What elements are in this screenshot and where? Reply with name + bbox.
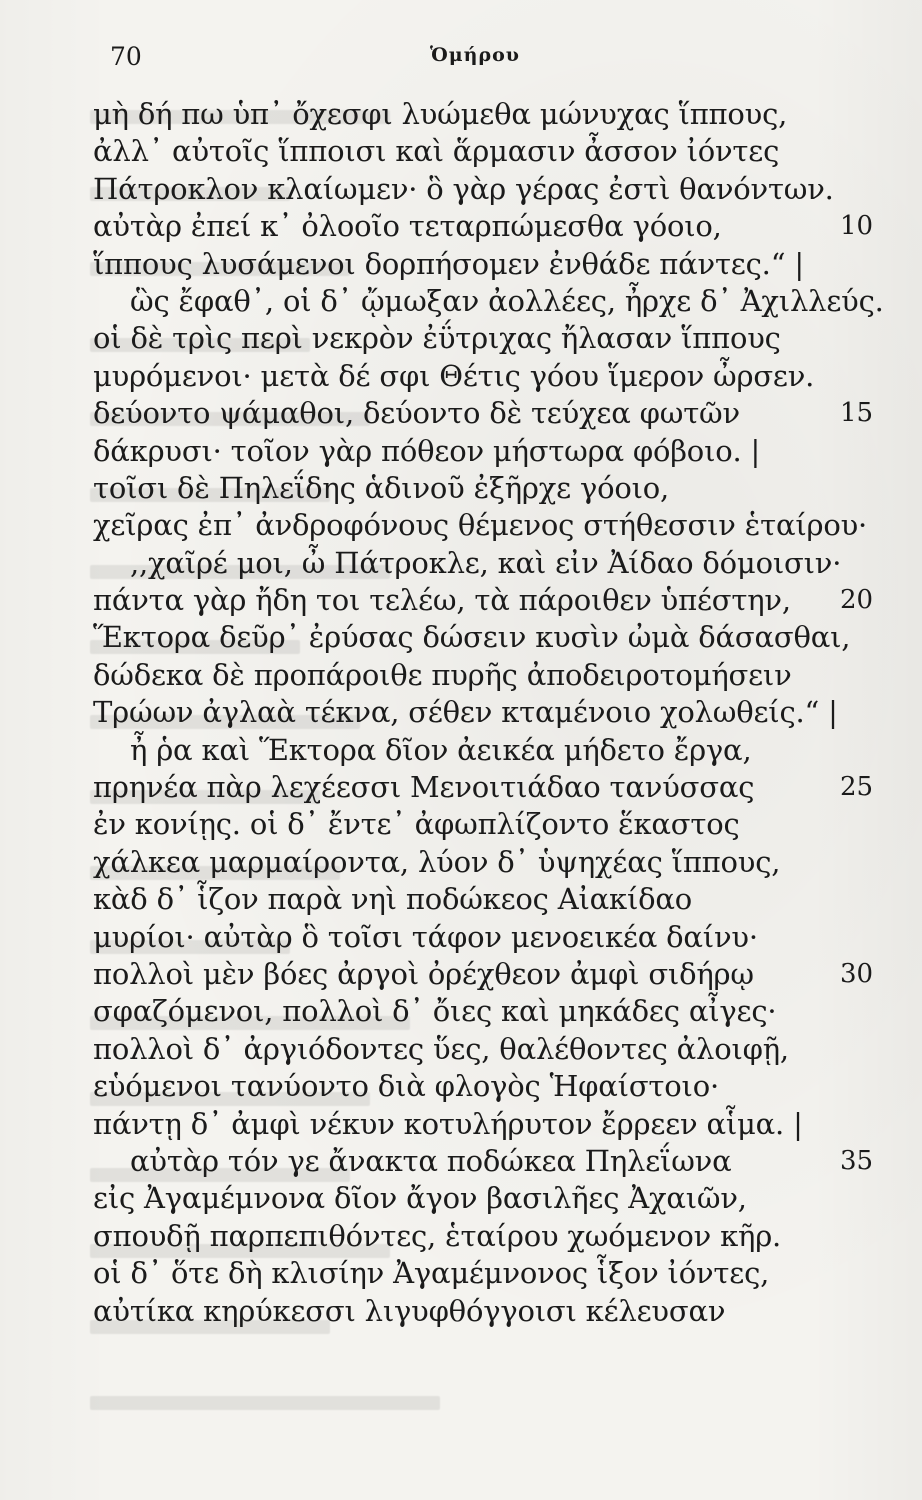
verse-line [0, 283, 922, 320]
verse-line [0, 956, 922, 993]
verse-text: σπουδῇ παρπεπιθόντες, ἑταίρου χωόμενον κῆρ. [93, 1218, 782, 1253]
verse-line [0, 1255, 922, 1292]
verse-line [0, 844, 922, 881]
verse-line [0, 1068, 922, 1105]
verse-text: τοῖσι δὲ Πηλεΐδης ἁδινοῦ ἐξῆρχε γόοιο, [93, 470, 670, 505]
verse-text: δεύοντο ψάμαθοι, δεύοντο δὲ τεύχεα φωτῶν [93, 396, 740, 431]
line-number: 25 [840, 772, 874, 803]
verse-line [0, 395, 922, 432]
verse-text: ἀλλ᾽ αὐτοῖς ἵπποισι καὶ ἅρμασιν ἆσσον ἰόντες [93, 134, 780, 169]
verse-line [0, 545, 922, 582]
verse-text: πάντα γὰρ ἤδη τοι τελέω, τὰ πάροιθεν ὑπέστην, [93, 583, 791, 618]
verse-line [0, 732, 922, 769]
verse-text: χάλκεα μαρμαίροντα, λύον δ᾽ ὑψηχέας ἵππους, [93, 844, 781, 879]
verse-line [0, 507, 922, 544]
verse-text: δώδεκα δὲ προπάροιθε πυρῆς ἀποδειροτομήσειν [93, 657, 792, 692]
verse-line [0, 470, 922, 507]
verse-line [0, 657, 922, 694]
verse-text: αὐτὰρ τόν γε ἄνακτα ποδώκεα Πηλεΐωνα [130, 1143, 732, 1178]
verse-line [0, 246, 922, 283]
verse-text: εὑόμενοι τανύοντο διὰ φλογὸς Ἡφαίστοιο· [93, 1069, 719, 1104]
verse-text: ἐν κονίῃς. οἱ δ᾽ ἔντε᾽ ἀφωπλίζοντο ἕκαστος [93, 807, 740, 842]
verse-line [0, 320, 922, 357]
verse-text: οἱ δ᾽ ὅτε δὴ κλισίην Ἀγαμέμνονος ἷξον ἰόντες, [93, 1256, 770, 1291]
verse-line [0, 919, 922, 956]
verse-line [0, 171, 922, 208]
verse-line [0, 1106, 922, 1143]
verse-text: ἦ ῥα καὶ Ἕκτορα δῖον ἀεικέα μήδετο ἔργα, [130, 732, 752, 767]
verse-line [0, 358, 922, 395]
verse-line [0, 769, 922, 806]
verse-line [0, 208, 922, 245]
verse-text: πολλοὶ δ᾽ ἀργιόδοντες ὕες, θαλέθοντες ἀλοιφῇ, [93, 1031, 789, 1066]
verse-text: κὰδ δ᾽ ἷζον παρὰ νηὶ ποδώκεος Αἰακίδαο [93, 882, 693, 917]
verse-line [0, 694, 922, 731]
verse-text: Πάτροκλον κλαίωμεν· ὃ γὰρ γέρας ἐστὶ θανόντων. [93, 171, 834, 206]
verse-line [0, 582, 922, 619]
verse-text: πάντῃ δ᾽ ἀμφὶ νέκυν κοτυλήρυτον ἔρρεεν αἷμα. | [93, 1106, 803, 1141]
verse-text: αὐτίκα κηρύκεσσι λιγυφθόγγοισι κέλευσαν [93, 1293, 726, 1328]
verse-line [0, 1218, 922, 1255]
verse-text: Ἕκτορα δεῦρ᾽ ἐρύσας δώσειν κυσὶν ὠμὰ δάσασθαι, [93, 620, 851, 655]
verse-text: οἱ δὲ τρὶς περὶ νεκρὸν ἐΰτριχας ἤλασαν ἵππους [93, 321, 781, 356]
verse-line [0, 1180, 922, 1217]
verse-text: ὣς ἔφαθ᾽, οἱ δ᾽ ᾤμωξαν ἀολλέες, ἦρχε δ᾽ Ἀχιλλεύς. [130, 283, 884, 318]
verse-text: εἰς Ἀγαμέμνονα δῖον ἄγον βασιλῆες Ἀχαιῶν, [93, 1181, 747, 1216]
verse-line [0, 133, 922, 170]
verse-line [0, 619, 922, 656]
verse-line [0, 433, 922, 470]
verse-text: σφαζόμενοι, πολλοὶ δ᾽ ὄιες καὶ μηκάδες αἶγες· [93, 994, 777, 1029]
running-head [0, 0, 922, 86]
verse-text: πρηνέα πὰρ λεχέεσσι Μενοιτιάδαο τανύσσας [93, 770, 755, 805]
verse-text: Τρώων ἀγλαὰ τέκνα, σέθεν κταμένοιο χολωθείς.“ | [93, 695, 838, 730]
line-number: 10 [840, 211, 874, 242]
line-number: 35 [840, 1145, 874, 1176]
verse-line [0, 806, 922, 843]
verse-text: αὐτὰρ ἐπεί κ᾽ ὀλοοῖο τεταρπώμεσθα γόοιο, [93, 209, 722, 244]
verse-line [0, 881, 922, 918]
verse-text: χεῖρας ἐπ᾽ ἀνδροφόνους θέμενος στήθεσσιν ἑταίρου· [93, 508, 868, 543]
verse-line [0, 1293, 922, 1330]
verse-line [0, 993, 922, 1030]
verse-line [0, 96, 922, 133]
verse-line [0, 1143, 922, 1180]
verse-text: πολλοὶ μὲν βόες ἀργοὶ ὀρέχθεον ἀμφὶ σιδήρῳ [93, 956, 754, 991]
verse-text: ,,χαῖρέ μοι, ὦ Πάτροκλε, καὶ εἰν Ἀίδαο δόμοισιν· [130, 545, 842, 580]
line-number: 15 [840, 398, 874, 429]
verse-block [0, 96, 922, 1330]
verse-text: μὴ δή πω ὑπ᾽ ὄχεσφι λυώμεθα μώνυχας ἵππους, [93, 97, 788, 131]
page-number: 70 [110, 42, 142, 71]
verse-text: δάκρυσι· τοῖον γὰρ πόθεον μήστωρα φόβοιο. | [93, 433, 761, 468]
verse-text: ἵππους λυσάμενοι δορπήσομεν ἐνθάδε πάντες.“ | [93, 246, 804, 281]
running-title: Ὁμήρου [430, 44, 520, 66]
verse-text: μυρίοι· αὐτὰρ ὃ τοῖσι τάφον μενοεικέα δαίνυ· [93, 919, 758, 954]
line-number: 30 [840, 958, 874, 989]
verse-text: μυρόμενοι· μετὰ δέ σφι Θέτις γόου ἵμερον ὦρσεν. [93, 358, 815, 393]
verse-line [0, 1031, 922, 1068]
line-number: 20 [840, 585, 874, 616]
